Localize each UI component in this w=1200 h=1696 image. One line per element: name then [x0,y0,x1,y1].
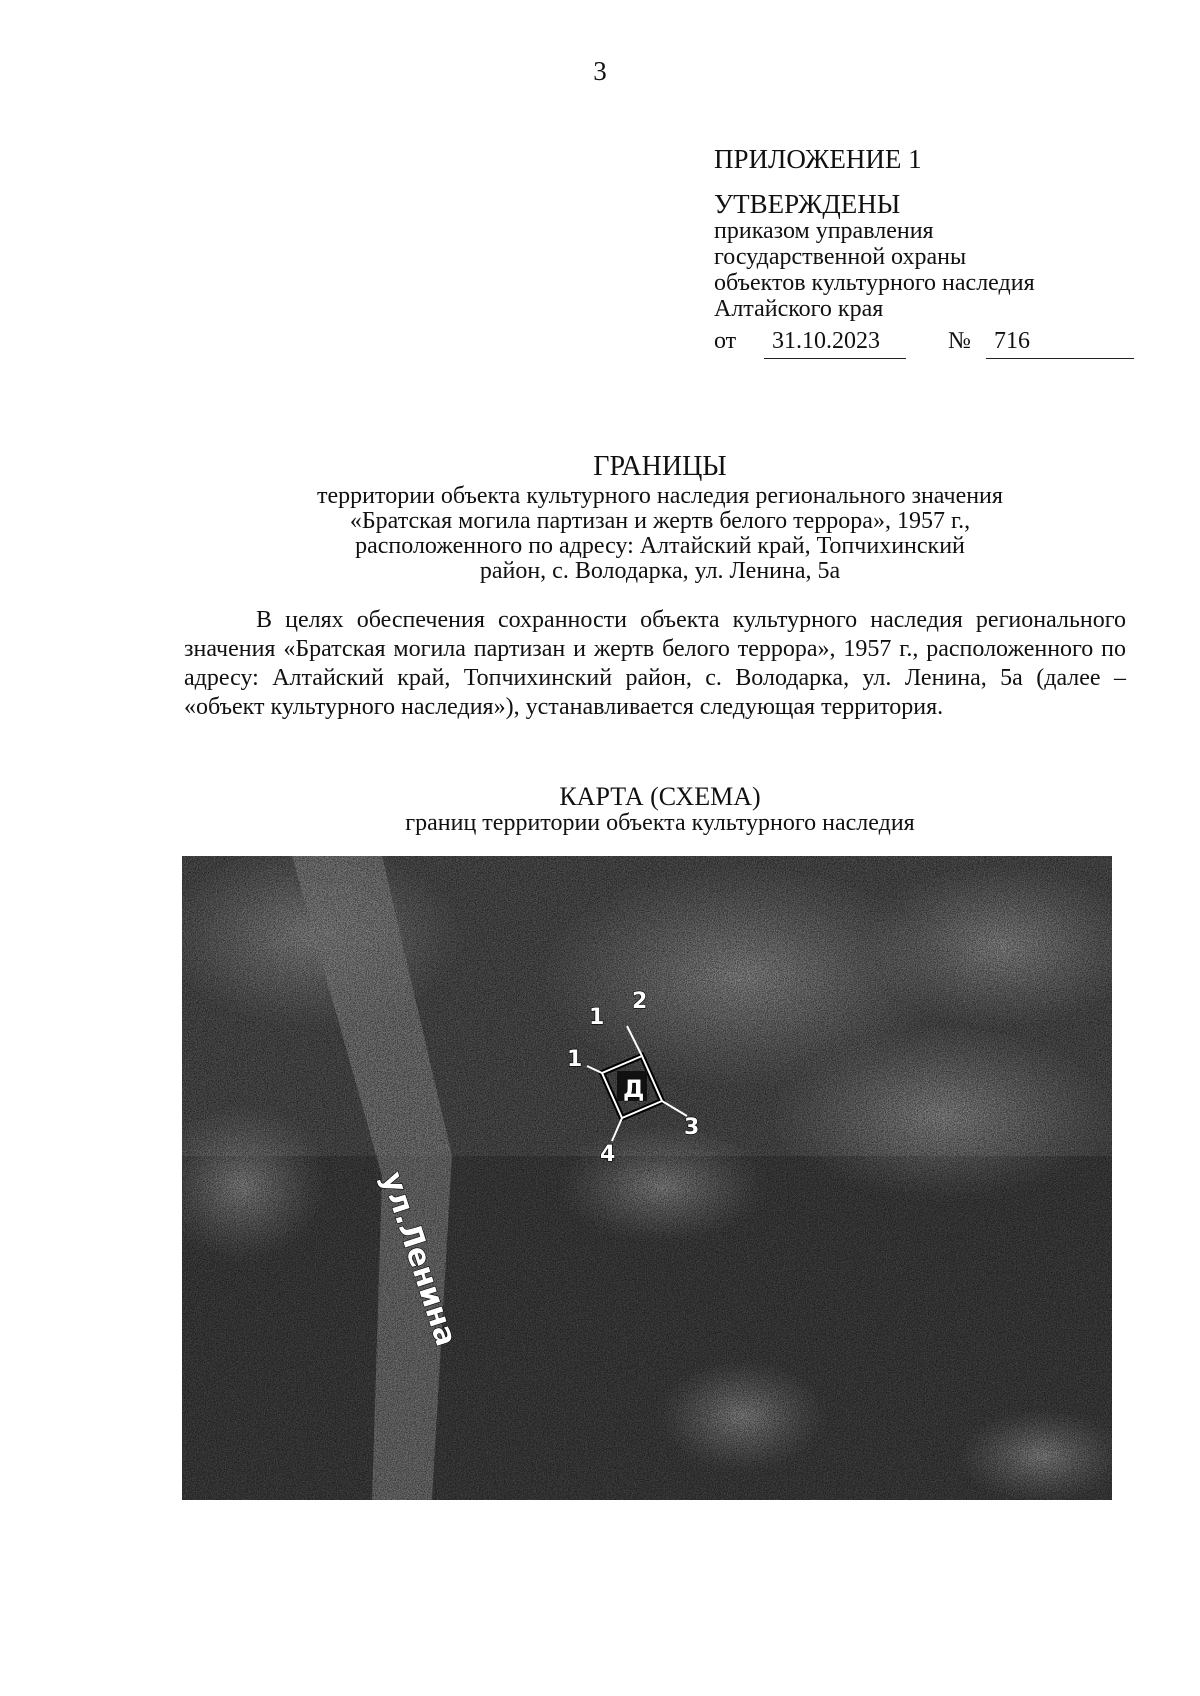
map-scheme [182,856,1112,1500]
date-underline [764,358,906,359]
point-label-4: 4 [600,1142,616,1167]
object-marker-icon: Д [623,1075,645,1103]
order-date: 31.10.2023 [772,328,880,354]
point-label-2: 2 [632,989,648,1014]
approved-label: УТВЕРЖДЕНЫ [714,189,901,219]
approval-line: приказом управления [714,218,934,244]
page-number: 3 [593,56,607,86]
body-paragraph: В целях обеспечения сохранности объекта культурного наследия регионального значения «Братская могила партизан и жертв белого террора», 1957 г., расположенного по адресу: Алтайский край, Топчихинский район, с. Володарка, ул. Ленина, 5а (далее – «объект культурного наследия»), устанавливается следующая территория. [184,607,1126,720]
approval-line: Алтайского края [714,296,884,322]
title-line: «Братская могила партизан и жертв белого террора», 1957 г., [349,508,971,534]
map-title [200,784,1120,836]
appendix-label: ПРИЛОЖЕНИЕ 1 [714,144,922,174]
approval-line: объектов культурного наследия [714,270,1035,296]
date-number-row [714,324,1154,360]
document-title [200,452,1120,584]
point-label-1: 1 [567,1047,583,1072]
approval-block [714,146,1154,360]
satellite-map [182,856,1112,1500]
street-label: ул.Ленина [374,1167,464,1351]
number-prefix: № [948,328,971,354]
number-underline [986,358,1134,359]
title-line: район, с. Володарка, ул. Ленина, 5а [479,558,841,584]
title-line: территории объекта культурного наследия регионального значения [317,483,1003,509]
map-heading: КАРТА (СХЕМА) [559,782,761,811]
map-subheading: границ территории объекта культурного наследия [405,810,915,836]
order-number: 716 [994,328,1030,354]
point-label-3: 3 [684,1115,700,1140]
title-line: расположенного по адресу: Алтайский край, Топчихинский [355,533,965,559]
title-heading: ГРАНИЦЫ [593,451,727,482]
date-prefix: от [714,328,737,354]
map-imagery [182,856,1112,1500]
point-label-1-alt: 1 [589,1005,605,1030]
approval-line: государственной охраны [714,244,967,270]
